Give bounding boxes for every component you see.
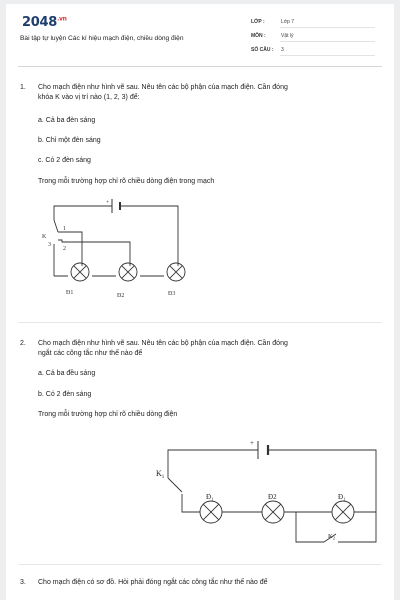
question-2-number: 2. — [20, 340, 26, 347]
site-logo[interactable]: $2048^{.vn}$ — [22, 15, 67, 30]
worksheet-page — [6, 4, 394, 600]
switch-k2-label: $K_2$ — [328, 533, 335, 541]
question-count-value: 3 — [281, 47, 284, 53]
question-2-line: Cho mạch điện như hình vẽ sau. Nêu tên các bộ phận của mạch điện. Cần đóng — [38, 340, 288, 347]
class-label: LỚP : — [251, 19, 265, 25]
question-1-line: Cho mạch điện như hình vẽ sau. Nêu tên các bộ phận của mạch điện. Cần đóng — [38, 84, 288, 91]
page-title: Bài tập tự luyện Các kí hiệu mạch điện, chiều dòng điện — [20, 35, 184, 42]
question-1-number: 1. — [20, 84, 26, 91]
wire — [296, 512, 324, 542]
question-2-line: ngắt các công tắc như thế nào để — [38, 350, 143, 358]
switch-position-1-label: 1 — [63, 226, 66, 232]
question-3-text — [38, 578, 268, 588]
question-3-line: Cho mạch điện có sơ đồ. Hỏi phải đóng ngắt các công tắc như thế nào để — [38, 579, 268, 586]
lamp-d3 — [332, 501, 354, 523]
switch-position-2-label: 2 — [63, 246, 66, 252]
switch-position-3-label: 3 — [48, 242, 51, 248]
battery-plus-sign: + — [250, 439, 254, 447]
wire — [182, 494, 200, 512]
question-1-option-a: a. Cả ba đèn sáng — [38, 117, 96, 124]
question-1-line: khóa K vào vị trí nào (1, 2, 3) để: — [38, 94, 140, 102]
lamp-d2-label: Đ2 — [268, 493, 277, 501]
class-value: Lớp 7 — [281, 19, 295, 25]
question-1-note: Trong mỗi trường hợp chỉ rõ chiều dòng điện trong mạch — [38, 178, 215, 185]
question-1-option-b: b. Chỉ một đèn sáng — [38, 137, 101, 144]
switch-k1-label: $K_1$ — [156, 469, 165, 480]
question-2-option-a: a. Cả ba đều sáng — [38, 370, 96, 377]
lamp-d2-label: Đ2 — [117, 293, 125, 299]
lamp-d2 — [262, 501, 284, 523]
question-2-option-b: b. Có 2 đèn sáng — [38, 391, 92, 398]
question-3-number: 3. — [20, 579, 26, 586]
subject-label: MÔN : — [251, 33, 266, 39]
lamp-d3-label: $Đ_1$ — [338, 493, 346, 502]
question-2-note: Trong mỗi trường hợp chỉ rõ chiều dòng điện — [38, 411, 178, 418]
lamp-d3-label: Đ3 — [168, 291, 176, 297]
question-count-label: SỐ CÂU : — [251, 47, 274, 53]
question-divider — [18, 564, 382, 565]
wire — [168, 450, 258, 478]
lamp-d1-label: Đ1 — [66, 290, 74, 296]
lamp-d1-label: $Đ_1$ — [206, 493, 214, 502]
wire — [268, 450, 376, 542]
lamp-d1 — [200, 501, 222, 523]
question-1-option-c: c. Có 2 đèn sáng — [38, 157, 91, 164]
switch-k-label: K — [42, 234, 47, 240]
circuit-diagram-2 — [6, 4, 394, 600]
switch-k1-blade — [168, 478, 182, 492]
battery-plus-sign: + — [106, 200, 110, 206]
subject-value: Vật lý — [281, 33, 294, 39]
